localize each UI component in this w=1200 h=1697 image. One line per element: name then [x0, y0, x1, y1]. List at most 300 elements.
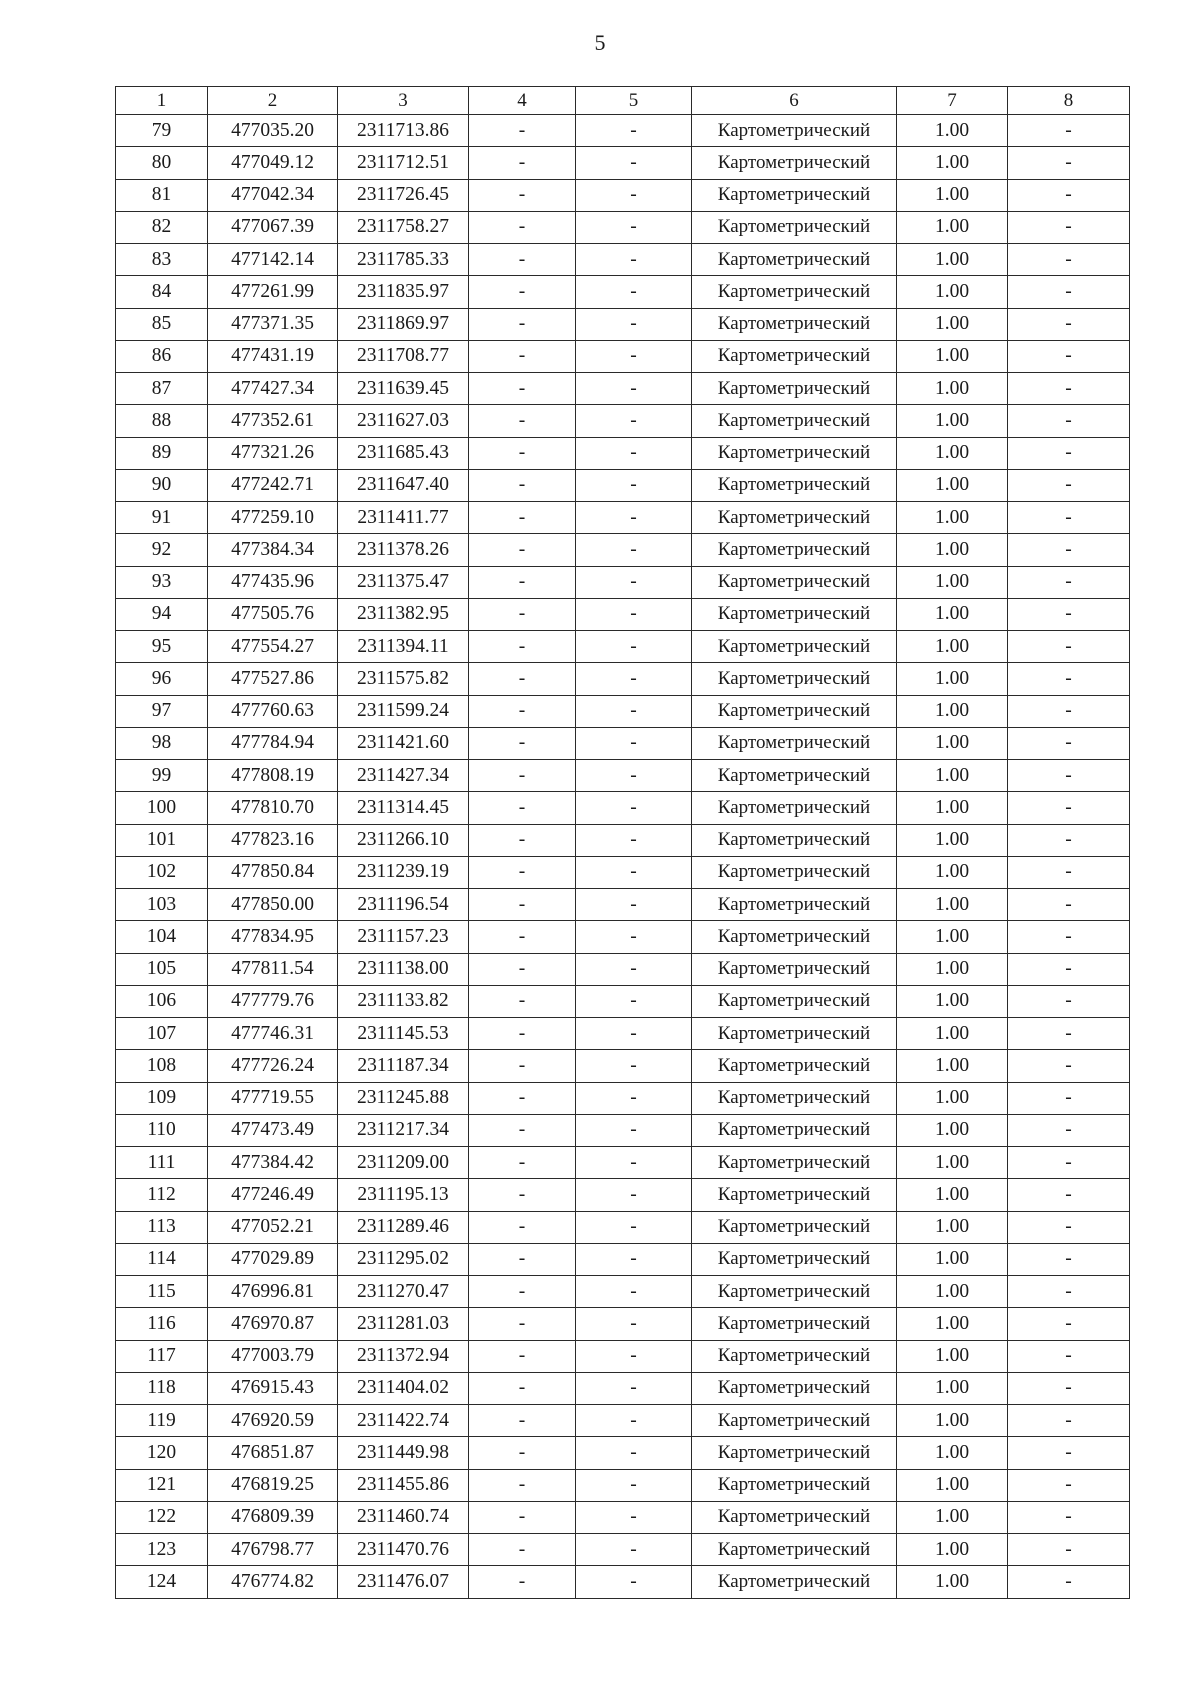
column-4-cell: -	[469, 953, 576, 985]
point-number-cell: 101	[116, 824, 208, 856]
column-4-cell: -	[469, 889, 576, 921]
table-row	[116, 147, 1130, 179]
method-cell: Картометрический	[692, 1114, 897, 1146]
column-8-cell: -	[1008, 1050, 1130, 1082]
x-coordinate-cell: 477810.70	[208, 792, 338, 824]
accuracy-cell: 1.00	[897, 1405, 1008, 1437]
accuracy-cell: 1.00	[897, 985, 1008, 1017]
x-coordinate-cell: 476819.25	[208, 1469, 338, 1501]
method-cell: Картометрический	[692, 792, 897, 824]
column-5-cell: -	[576, 856, 692, 888]
table-row	[116, 598, 1130, 630]
column-header: 8	[1008, 87, 1130, 115]
y-coordinate-cell: 2311455.86	[338, 1469, 469, 1501]
column-8-cell: -	[1008, 953, 1130, 985]
accuracy-cell: 1.00	[897, 695, 1008, 727]
y-coordinate-cell: 2311411.77	[338, 502, 469, 534]
column-4-cell: -	[469, 1308, 576, 1340]
y-coordinate-cell: 2311217.34	[338, 1114, 469, 1146]
point-number-cell: 117	[116, 1340, 208, 1372]
column-8-cell: -	[1008, 1147, 1130, 1179]
column-5-cell: -	[576, 211, 692, 243]
y-coordinate-cell: 2311476.07	[338, 1566, 469, 1598]
column-8-cell: -	[1008, 115, 1130, 147]
table-row	[116, 1082, 1130, 1114]
y-coordinate-cell: 2311708.77	[338, 340, 469, 372]
point-number-cell: 92	[116, 534, 208, 566]
column-4-cell: -	[469, 211, 576, 243]
table-row	[116, 824, 1130, 856]
point-number-cell: 97	[116, 695, 208, 727]
accuracy-cell: 1.00	[897, 889, 1008, 921]
table-row	[116, 437, 1130, 469]
column-header: 7	[897, 87, 1008, 115]
x-coordinate-cell: 477427.34	[208, 373, 338, 405]
table-header-row	[116, 87, 1130, 115]
column-5-cell: -	[576, 147, 692, 179]
table-row	[116, 1050, 1130, 1082]
x-coordinate-cell: 476915.43	[208, 1372, 338, 1404]
column-4-cell: -	[469, 985, 576, 1017]
method-cell: Картометрический	[692, 631, 897, 663]
column-4-cell: -	[469, 1082, 576, 1114]
column-5-cell: -	[576, 566, 692, 598]
y-coordinate-cell: 2311460.74	[338, 1501, 469, 1533]
y-coordinate-cell: 2311281.03	[338, 1308, 469, 1340]
column-4-cell: -	[469, 695, 576, 727]
x-coordinate-cell: 477505.76	[208, 598, 338, 630]
x-coordinate-cell: 477384.34	[208, 534, 338, 566]
table-row	[116, 1018, 1130, 1050]
column-5-cell: -	[576, 534, 692, 566]
y-coordinate-cell: 2311266.10	[338, 824, 469, 856]
y-coordinate-cell: 2311713.86	[338, 115, 469, 147]
x-coordinate-cell: 477042.34	[208, 179, 338, 211]
point-number-cell: 122	[116, 1501, 208, 1533]
column-4-cell: -	[469, 1018, 576, 1050]
column-4-cell: -	[469, 1243, 576, 1275]
point-number-cell: 99	[116, 760, 208, 792]
method-cell: Картометрический	[692, 856, 897, 888]
column-4-cell: -	[469, 1276, 576, 1308]
y-coordinate-cell: 2311378.26	[338, 534, 469, 566]
column-8-cell: -	[1008, 824, 1130, 856]
x-coordinate-cell: 476996.81	[208, 1276, 338, 1308]
column-4-cell: -	[469, 179, 576, 211]
y-coordinate-cell: 2311421.60	[338, 727, 469, 759]
accuracy-cell: 1.00	[897, 276, 1008, 308]
point-number-cell: 119	[116, 1405, 208, 1437]
method-cell: Картометрический	[692, 1211, 897, 1243]
x-coordinate-cell: 477811.54	[208, 953, 338, 985]
column-5-cell: -	[576, 824, 692, 856]
accuracy-cell: 1.00	[897, 631, 1008, 663]
point-number-cell: 79	[116, 115, 208, 147]
method-cell: Картометрический	[692, 985, 897, 1017]
table-row	[116, 1405, 1130, 1437]
column-8-cell: -	[1008, 373, 1130, 405]
table-row	[116, 921, 1130, 953]
column-4-cell: -	[469, 373, 576, 405]
table-row	[116, 405, 1130, 437]
y-coordinate-cell: 2311289.46	[338, 1211, 469, 1243]
column-4-cell: -	[469, 534, 576, 566]
table-row	[116, 502, 1130, 534]
method-cell: Картометрический	[692, 373, 897, 405]
x-coordinate-cell: 476920.59	[208, 1405, 338, 1437]
column-4-cell: -	[469, 1501, 576, 1533]
method-cell: Картометрический	[692, 760, 897, 792]
accuracy-cell: 1.00	[897, 953, 1008, 985]
y-coordinate-cell: 2311209.00	[338, 1147, 469, 1179]
accuracy-cell: 1.00	[897, 1243, 1008, 1275]
y-coordinate-cell: 2311245.88	[338, 1082, 469, 1114]
column-8-cell: -	[1008, 1082, 1130, 1114]
column-8-cell: -	[1008, 502, 1130, 534]
point-number-cell: 105	[116, 953, 208, 985]
column-5-cell: -	[576, 276, 692, 308]
column-8-cell: -	[1008, 1179, 1130, 1211]
method-cell: Картометрический	[692, 1469, 897, 1501]
table-row	[116, 1340, 1130, 1372]
column-5-cell: -	[576, 1308, 692, 1340]
column-4-cell: -	[469, 760, 576, 792]
column-4-cell: -	[469, 1437, 576, 1469]
table-row	[116, 211, 1130, 243]
accuracy-cell: 1.00	[897, 727, 1008, 759]
y-coordinate-cell: 2311157.23	[338, 921, 469, 953]
x-coordinate-cell: 477029.89	[208, 1243, 338, 1275]
column-8-cell: -	[1008, 1018, 1130, 1050]
table-row	[116, 1211, 1130, 1243]
column-4-cell: -	[469, 437, 576, 469]
x-coordinate-cell: 477784.94	[208, 727, 338, 759]
method-cell: Картометрический	[692, 534, 897, 566]
accuracy-cell: 1.00	[897, 373, 1008, 405]
accuracy-cell: 1.00	[897, 534, 1008, 566]
y-coordinate-cell: 2311270.47	[338, 1276, 469, 1308]
method-cell: Картометрический	[692, 308, 897, 340]
x-coordinate-cell: 477142.14	[208, 244, 338, 276]
x-coordinate-cell: 477259.10	[208, 502, 338, 534]
x-coordinate-cell: 477779.76	[208, 985, 338, 1017]
method-cell: Картометрический	[692, 1534, 897, 1566]
accuracy-cell: 1.00	[897, 792, 1008, 824]
table-row	[116, 695, 1130, 727]
table-row	[116, 792, 1130, 824]
column-8-cell: -	[1008, 792, 1130, 824]
column-4-cell: -	[469, 1179, 576, 1211]
y-coordinate-cell: 2311133.82	[338, 985, 469, 1017]
point-number-cell: 89	[116, 437, 208, 469]
column-8-cell: -	[1008, 308, 1130, 340]
accuracy-cell: 1.00	[897, 598, 1008, 630]
method-cell: Картометрический	[692, 179, 897, 211]
table-row	[116, 1114, 1130, 1146]
table-row	[116, 889, 1130, 921]
column-4-cell: -	[469, 824, 576, 856]
column-4-cell: -	[469, 1405, 576, 1437]
page-number: 5	[594, 30, 606, 55]
column-8-cell: -	[1008, 1308, 1130, 1340]
column-8-cell: -	[1008, 1372, 1130, 1404]
column-5-cell: -	[576, 1082, 692, 1114]
y-coordinate-cell: 2311404.02	[338, 1372, 469, 1404]
y-coordinate-cell: 2311449.98	[338, 1437, 469, 1469]
accuracy-cell: 1.00	[897, 1018, 1008, 1050]
y-coordinate-cell: 2311639.45	[338, 373, 469, 405]
method-cell: Картометрический	[692, 115, 897, 147]
x-coordinate-cell: 477719.55	[208, 1082, 338, 1114]
table-row	[116, 469, 1130, 501]
point-number-cell: 83	[116, 244, 208, 276]
column-8-cell: -	[1008, 1437, 1130, 1469]
method-cell: Картометрический	[692, 1340, 897, 1372]
table-row	[116, 856, 1130, 888]
column-8-cell: -	[1008, 405, 1130, 437]
x-coordinate-cell: 476851.87	[208, 1437, 338, 1469]
x-coordinate-cell: 477850.84	[208, 856, 338, 888]
point-number-cell: 87	[116, 373, 208, 405]
x-coordinate-cell: 477431.19	[208, 340, 338, 372]
x-coordinate-cell: 477049.12	[208, 147, 338, 179]
y-coordinate-cell: 2311295.02	[338, 1243, 469, 1275]
point-number-cell: 124	[116, 1566, 208, 1598]
y-coordinate-cell: 2311145.53	[338, 1018, 469, 1050]
point-number-cell: 95	[116, 631, 208, 663]
column-4-cell: -	[469, 598, 576, 630]
column-8-cell: -	[1008, 147, 1130, 179]
y-coordinate-cell: 2311394.11	[338, 631, 469, 663]
x-coordinate-cell: 477808.19	[208, 760, 338, 792]
method-cell: Картометрический	[692, 1372, 897, 1404]
y-coordinate-cell: 2311835.97	[338, 276, 469, 308]
y-coordinate-cell: 2311685.43	[338, 437, 469, 469]
table-row	[116, 1179, 1130, 1211]
column-header: 3	[338, 87, 469, 115]
table-row	[116, 179, 1130, 211]
point-number-cell: 112	[116, 1179, 208, 1211]
column-8-cell: -	[1008, 921, 1130, 953]
column-8-cell: -	[1008, 695, 1130, 727]
column-5-cell: -	[576, 244, 692, 276]
column-8-cell: -	[1008, 1501, 1130, 1533]
method-cell: Картометрический	[692, 1050, 897, 1082]
method-cell: Картометрический	[692, 1501, 897, 1533]
column-5-cell: -	[576, 1147, 692, 1179]
x-coordinate-cell: 477384.42	[208, 1147, 338, 1179]
y-coordinate-cell: 2311785.33	[338, 244, 469, 276]
method-cell: Картометрический	[692, 727, 897, 759]
column-5-cell: -	[576, 1469, 692, 1501]
column-4-cell: -	[469, 1534, 576, 1566]
column-8-cell: -	[1008, 598, 1130, 630]
accuracy-cell: 1.00	[897, 115, 1008, 147]
column-5-cell: -	[576, 760, 692, 792]
x-coordinate-cell: 477242.71	[208, 469, 338, 501]
method-cell: Картометрический	[692, 1566, 897, 1598]
accuracy-cell: 1.00	[897, 1534, 1008, 1566]
point-number-cell: 84	[116, 276, 208, 308]
method-cell: Картометрический	[692, 1276, 897, 1308]
point-number-cell: 85	[116, 308, 208, 340]
accuracy-cell: 1.00	[897, 308, 1008, 340]
method-cell: Картометрический	[692, 276, 897, 308]
column-5-cell: -	[576, 115, 692, 147]
column-8-cell: -	[1008, 760, 1130, 792]
accuracy-cell: 1.00	[897, 211, 1008, 243]
column-5-cell: -	[576, 179, 692, 211]
column-4-cell: -	[469, 1114, 576, 1146]
table-row	[116, 985, 1130, 1017]
method-cell: Картометрический	[692, 1179, 897, 1211]
column-4-cell: -	[469, 1566, 576, 1598]
column-4-cell: -	[469, 308, 576, 340]
column-4-cell: -	[469, 276, 576, 308]
point-number-cell: 86	[116, 340, 208, 372]
column-5-cell: -	[576, 1050, 692, 1082]
column-4-cell: -	[469, 1211, 576, 1243]
table-row	[116, 1534, 1130, 1566]
x-coordinate-cell: 477435.96	[208, 566, 338, 598]
method-cell: Картометрический	[692, 598, 897, 630]
column-4-cell: -	[469, 1147, 576, 1179]
x-coordinate-cell: 477261.99	[208, 276, 338, 308]
x-coordinate-cell: 477052.21	[208, 1211, 338, 1243]
accuracy-cell: 1.00	[897, 469, 1008, 501]
column-header: 5	[576, 87, 692, 115]
accuracy-cell: 1.00	[897, 1050, 1008, 1082]
x-coordinate-cell: 477834.95	[208, 921, 338, 953]
column-8-cell: -	[1008, 211, 1130, 243]
accuracy-cell: 1.00	[897, 502, 1008, 534]
method-cell: Картометрический	[692, 469, 897, 501]
accuracy-cell: 1.00	[897, 1147, 1008, 1179]
column-5-cell: -	[576, 695, 692, 727]
x-coordinate-cell: 477035.20	[208, 115, 338, 147]
column-8-cell: -	[1008, 179, 1130, 211]
point-number-cell: 115	[116, 1276, 208, 1308]
y-coordinate-cell: 2311647.40	[338, 469, 469, 501]
coordinates-table	[115, 86, 1130, 1599]
column-5-cell: -	[576, 727, 692, 759]
x-coordinate-cell: 477352.61	[208, 405, 338, 437]
point-number-cell: 111	[116, 1147, 208, 1179]
method-cell: Картометрический	[692, 1405, 897, 1437]
column-header: 4	[469, 87, 576, 115]
accuracy-cell: 1.00	[897, 1082, 1008, 1114]
y-coordinate-cell: 2311427.34	[338, 760, 469, 792]
table-row	[116, 115, 1130, 147]
point-number-cell: 102	[116, 856, 208, 888]
point-number-cell: 108	[116, 1050, 208, 1082]
column-4-cell: -	[469, 115, 576, 147]
method-cell: Картометрический	[692, 566, 897, 598]
y-coordinate-cell: 2311726.45	[338, 179, 469, 211]
column-8-cell: -	[1008, 631, 1130, 663]
table-row	[116, 308, 1130, 340]
x-coordinate-cell: 477321.26	[208, 437, 338, 469]
column-8-cell: -	[1008, 437, 1130, 469]
point-number-cell: 98	[116, 727, 208, 759]
method-cell: Картометрический	[692, 1082, 897, 1114]
table-row	[116, 244, 1130, 276]
table-row	[116, 1469, 1130, 1501]
x-coordinate-cell: 477554.27	[208, 631, 338, 663]
table-row	[116, 1372, 1130, 1404]
column-4-cell: -	[469, 469, 576, 501]
column-8-cell: -	[1008, 534, 1130, 566]
table-row	[116, 1147, 1130, 1179]
column-4-cell: -	[469, 340, 576, 372]
method-cell: Картометрический	[692, 502, 897, 534]
column-5-cell: -	[576, 1018, 692, 1050]
accuracy-cell: 1.00	[897, 244, 1008, 276]
accuracy-cell: 1.00	[897, 1340, 1008, 1372]
table-row	[116, 1566, 1130, 1598]
point-number-cell: 113	[116, 1211, 208, 1243]
column-5-cell: -	[576, 953, 692, 985]
column-5-cell: -	[576, 340, 692, 372]
table-row	[116, 727, 1130, 759]
method-cell: Картометрический	[692, 405, 897, 437]
x-coordinate-cell: 476774.82	[208, 1566, 338, 1598]
column-4-cell: -	[469, 1469, 576, 1501]
point-number-cell: 118	[116, 1372, 208, 1404]
column-8-cell: -	[1008, 276, 1130, 308]
point-number-cell: 116	[116, 1308, 208, 1340]
column-8-cell: -	[1008, 1340, 1130, 1372]
column-8-cell: -	[1008, 340, 1130, 372]
column-4-cell: -	[469, 147, 576, 179]
column-5-cell: -	[576, 1437, 692, 1469]
accuracy-cell: 1.00	[897, 1469, 1008, 1501]
accuracy-cell: 1.00	[897, 179, 1008, 211]
point-number-cell: 88	[116, 405, 208, 437]
column-5-cell: -	[576, 631, 692, 663]
column-5-cell: -	[576, 502, 692, 534]
column-8-cell: -	[1008, 1114, 1130, 1146]
table-row	[116, 373, 1130, 405]
table-row	[116, 534, 1130, 566]
column-header: 2	[208, 87, 338, 115]
column-5-cell: -	[576, 985, 692, 1017]
method-cell: Картометрический	[692, 889, 897, 921]
column-8-cell: -	[1008, 244, 1130, 276]
method-cell: Картометрический	[692, 824, 897, 856]
accuracy-cell: 1.00	[897, 760, 1008, 792]
y-coordinate-cell: 2311187.34	[338, 1050, 469, 1082]
point-number-cell: 103	[116, 889, 208, 921]
point-number-cell: 106	[116, 985, 208, 1017]
y-coordinate-cell: 2311138.00	[338, 953, 469, 985]
column-8-cell: -	[1008, 1469, 1130, 1501]
point-number-cell: 104	[116, 921, 208, 953]
accuracy-cell: 1.00	[897, 921, 1008, 953]
x-coordinate-cell: 477527.86	[208, 663, 338, 695]
point-number-cell: 80	[116, 147, 208, 179]
column-4-cell: -	[469, 1340, 576, 1372]
column-8-cell: -	[1008, 889, 1130, 921]
method-cell: Картометрический	[692, 1147, 897, 1179]
column-5-cell: -	[576, 437, 692, 469]
column-8-cell: -	[1008, 566, 1130, 598]
x-coordinate-cell: 477746.31	[208, 1018, 338, 1050]
y-coordinate-cell: 2311599.24	[338, 695, 469, 727]
accuracy-cell: 1.00	[897, 1276, 1008, 1308]
table-row	[116, 1243, 1130, 1275]
table-row	[116, 760, 1130, 792]
